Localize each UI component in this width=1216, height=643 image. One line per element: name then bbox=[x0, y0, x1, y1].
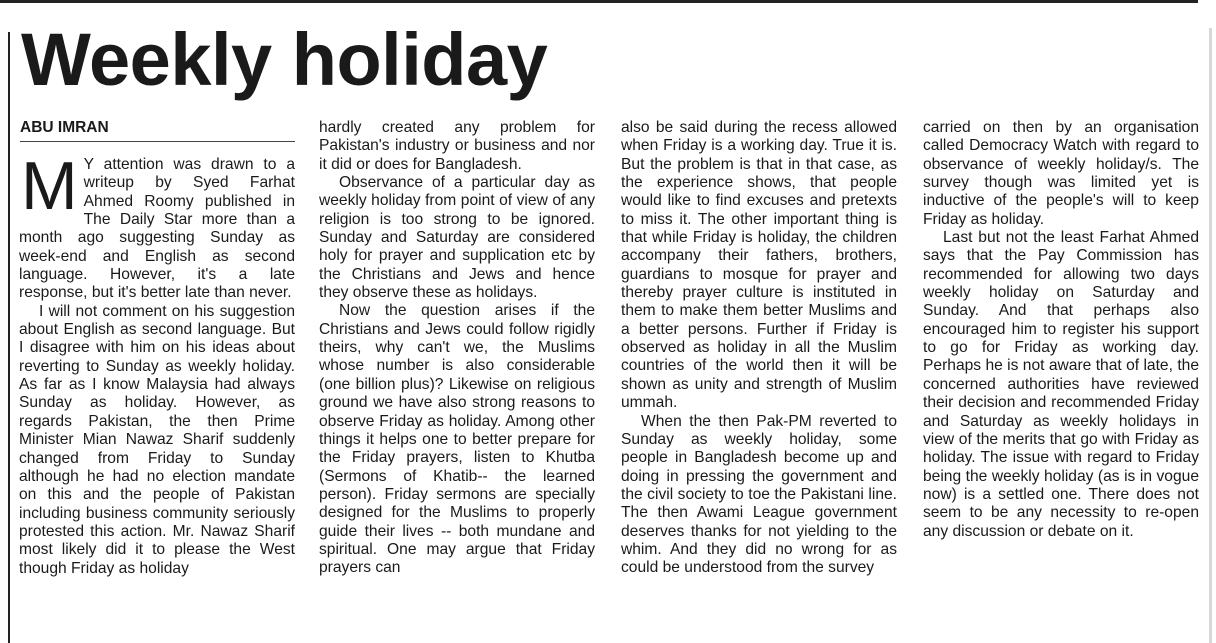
author-byline: ABU IMRAN bbox=[20, 118, 295, 142]
column-3-paragraph-1: also be said during the recess allowed when Friday is a working day. True it is. But the problem is that in that case, as the experience shows, that people would like to find excuses and pretexts to miss it. The other important thing is that while Friday is holiday, the children accompany their fathers, brothers, guardians to mosque for prayer and thereby prayer culture is instituted in them to make them better Muslims and a better persons. Further if Friday is observed as holiday in all the Muslim countries of the world then it will be shown as unity and strength of Muslim ummah. bbox=[621, 119, 897, 412]
left-column-rule bbox=[8, 32, 10, 643]
column-3-paragraph-2: When the then Pak-PM reverted to Sunday as weekly holiday, some people in Bangladesh become up and doing in pressing the government and the civil society to toe the Pakistani line. The then Awami League government deserves thanks for not yielding to the whim. And they did no wrong for as could be understood from the survey bbox=[621, 412, 897, 577]
column-2-paragraph-1: hardly created any problem for Pakistan's industry or business and nor it did or does for Bangladesh. bbox=[319, 119, 595, 173]
column-1-paragraph-1-text: Y attention was drawn to a writeup by Syed Farhat Ahmed Roomy published in The Daily Star more than a month ago suggesting Sunday as week-end and English as second language. However, it's a late response, but it's better late than never. bbox=[19, 156, 295, 302]
column-4-paragraph-1: carried on then by an organisation called Democracy Watch with regard to observance of weekly holiday/s. The survey though was limited yet is inductive of the people's will to keep Friday as holiday. bbox=[923, 119, 1199, 228]
drop-cap: M bbox=[21, 148, 78, 224]
article-column-2 bbox=[319, 119, 595, 578]
right-page-edge bbox=[1209, 28, 1212, 643]
article-headline: Weekly holiday bbox=[21, 18, 548, 101]
column-2-paragraph-2: Observance of a particular day as weekly holiday from point of view of any religion is too strong to be ignored. Sunday and Saturday are considered holy for prayer and supplication etc by the Christians and Jews and hence they observe these as holidays. bbox=[319, 174, 595, 302]
column-4-paragraph-2: Last but not the least Farhat Ahmed says that the Pay Commission has recommended for allowing two days weekly holiday on Saturday and Sunday. And that perhaps also encouraged him to register his support to go for Friday as working day. Perhaps he is not aware that of late, the concerned authorities have reviewed their decision and recommended Friday and Saturday as weekly holidays in view of the merits that go with Friday as holiday. The issue with regard to Friday being the weekly holiday (as is in vogue now) is a settled one. There does not seem to be any necessity to re-open any discussion or debate on it. bbox=[923, 229, 1199, 540]
column-1-paragraph-2: I will not comment on his suggestion about English as second language. But I disagree with him on his ideas about reverting to Sunday as weekly holiday. As far as I know Malaysia had always Sunday as holiday. However, as regards Pakistan, the then Prime Minister Mian Nawaz Sharif suddenly changed from Friday to Sunday although he had no election mandate on this and the people of Pakistan including business community seriously protested this action. Mr. Nawaz Sharif most likely did it to please the West though Friday as holiday bbox=[19, 302, 295, 577]
article-column-4 bbox=[923, 119, 1199, 541]
column-1-paragraph-1 bbox=[19, 148, 295, 303]
article-column-1 bbox=[19, 148, 295, 578]
column-2-paragraph-3: Now the question arises if the Christians and Jews could follow rigidly theirs, why can't we, the Muslims whose number is also considerable (one billion plus)? Likewise on religious ground we have also strong reasons to observe Friday as holiday. Among other things it helps one to better prepare for the Friday prayers, listen to Khutba (Sermons of Khatib-- the learned person). Friday sermons are specially designed for the Muslims to properly guide their lives -- both mundane and spiritual. One may argue that Friday prayers can bbox=[319, 302, 595, 577]
top-rule bbox=[0, 0, 1198, 3]
article-column-3 bbox=[621, 119, 897, 578]
